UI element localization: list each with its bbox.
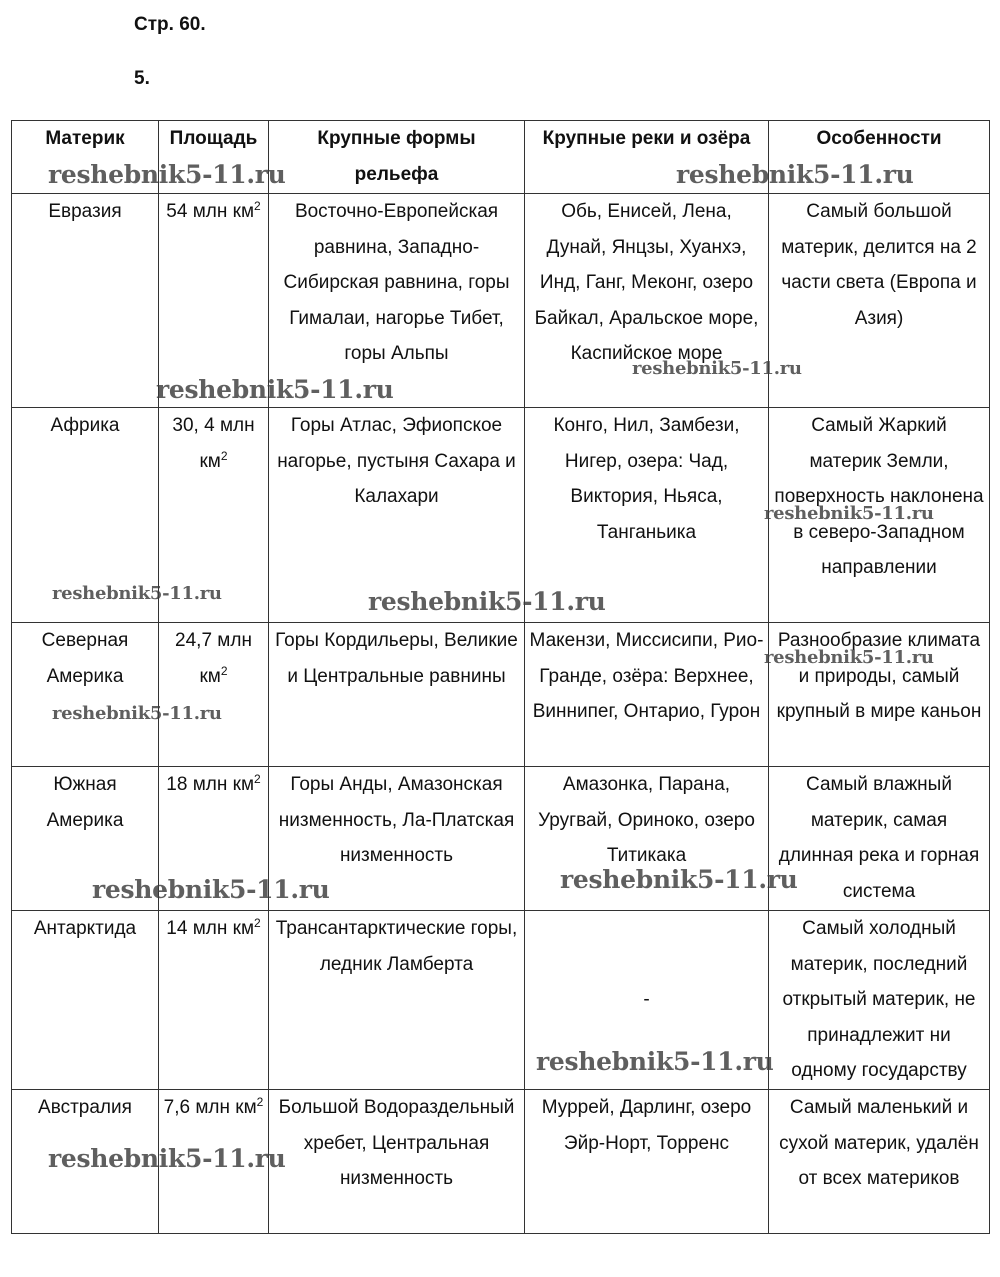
area-unit-exponent: 2 bbox=[256, 1095, 264, 1109]
area-value: 18 млн км bbox=[166, 774, 255, 795]
cell-continent: Австралия bbox=[12, 1090, 159, 1234]
area-value: 24,7 млн км bbox=[175, 630, 252, 687]
watermark: reshebnik5-11.ru bbox=[92, 875, 330, 904]
cell-waters: Амазонка, Парана, Уругвай, Ориноко, озеро Титикака bbox=[525, 767, 769, 911]
area-unit-exponent: 2 bbox=[220, 663, 228, 678]
cell-features: Самый большой материк, делится на 2 части света (Европа и Азия) bbox=[769, 194, 990, 408]
area-value: 30, 4 млн км bbox=[172, 415, 255, 472]
continents-table bbox=[11, 120, 990, 1234]
area-unit-exponent: 2 bbox=[220, 448, 228, 463]
watermark: reshebnik5-11.ru bbox=[536, 1047, 774, 1076]
cell-relief: Горы Атлас, Эфиопское нагорье, пустыня Сахара и Калахари bbox=[269, 408, 525, 623]
area-unit-exponent: 2 bbox=[254, 199, 261, 213]
area-unit-exponent: 2 bbox=[254, 772, 261, 786]
cell-relief: Горы Кордильеры, Великие и Центральные равнины bbox=[269, 623, 525, 767]
cell-area bbox=[159, 911, 269, 1090]
table-row bbox=[12, 623, 990, 767]
column-header-features: Особенности bbox=[769, 121, 990, 194]
cell-area bbox=[159, 1090, 269, 1234]
cell-waters: Конго, Нил, Замбези, Нигер, озера: Чад, Виктория, Ньяса, Танганьика bbox=[525, 408, 769, 623]
cell-waters: Обь, Енисей, Лена, Дунай, Янцзы, Хуанхэ, Инд, Ганг, Меконг, озеро Байкал, Аральское море, Каспийское море bbox=[525, 194, 769, 408]
cell-area bbox=[159, 194, 269, 408]
watermark: reshebnik5-11.ru bbox=[632, 358, 802, 379]
cell-continent: Африка bbox=[12, 408, 159, 623]
cell-features: Разнообразие климата и природы, самый крупный в мире каньон bbox=[769, 623, 990, 767]
cell-area bbox=[159, 767, 269, 911]
cell-continent: Антарктида bbox=[12, 911, 159, 1090]
cell-area bbox=[159, 623, 269, 767]
table-row bbox=[12, 408, 990, 623]
table-row bbox=[12, 1090, 990, 1234]
area-value: 54 млн км bbox=[166, 201, 255, 222]
table-row bbox=[12, 194, 990, 408]
cell-relief: Горы Анды, Амазонская низменность, Ла-Платская низменность bbox=[269, 767, 525, 911]
cell-relief: Трансантарктические горы, ледник Ламберта bbox=[269, 911, 525, 1090]
column-header-relief: Крупные формы рельефа bbox=[269, 121, 525, 194]
task-number: 5. bbox=[134, 68, 150, 89]
watermark: reshebnik5-11.ru bbox=[368, 587, 606, 616]
area-unit-exponent: 2 bbox=[254, 916, 261, 930]
cell-features: Самый Жаркий материк Земли, поверхность наклонена в северо-Западном направлении bbox=[769, 408, 990, 623]
watermark: reshebnik5-11.ru bbox=[52, 703, 222, 724]
watermark: reshebnik5-11.ru bbox=[48, 160, 286, 189]
table-row bbox=[12, 767, 990, 911]
watermark: reshebnik5-11.ru bbox=[156, 375, 394, 404]
watermark: reshebnik5-11.ru bbox=[764, 503, 934, 524]
table-header-row bbox=[12, 121, 990, 194]
cell-area bbox=[159, 408, 269, 623]
cell-relief: Восточно-Европейская равнина, Западно-Сибирская равнина, горы Гималаи, нагорье Тибет, горы Альпы bbox=[269, 194, 525, 408]
watermark: reshebnik5-11.ru bbox=[52, 583, 222, 604]
table-row bbox=[12, 911, 990, 1090]
cell-continent: Евразия bbox=[12, 194, 159, 408]
cell-relief: Большой Водораздельный хребет, Центральная низменность bbox=[269, 1090, 525, 1234]
area-value: 14 млн км bbox=[166, 918, 255, 939]
cell-waters: - bbox=[525, 911, 769, 1090]
area-value: 7,6 млн км bbox=[163, 1097, 257, 1118]
cell-continent: Северная Америка bbox=[12, 623, 159, 767]
watermark: reshebnik5-11.ru bbox=[48, 1144, 286, 1173]
cell-features: Самый влажный материк, самая длинная река и горная система bbox=[769, 767, 990, 911]
cell-continent: Южная Америка bbox=[12, 767, 159, 911]
cell-waters: Макензи, Миссисипи, Рио-Гранде, озёра: Верхнее, Виннипег, Онтарио, Гурон bbox=[525, 623, 769, 767]
watermark: reshebnik5-11.ru bbox=[560, 865, 798, 894]
cell-features: Самый холодный материк, последний открытый материк, не принадлежит ни одному государству bbox=[769, 911, 990, 1090]
cell-features: Самый маленький и сухой материк, удалён от всех материков bbox=[769, 1090, 990, 1234]
cell-waters: Муррей, Дарлинг, озеро Эйр-Норт, Торренс bbox=[525, 1090, 769, 1234]
column-header-area: Площадь bbox=[159, 121, 269, 194]
watermark: reshebnik5-11.ru bbox=[764, 647, 934, 668]
page-reference: Стр. 60. bbox=[134, 14, 206, 35]
watermark: reshebnik5-11.ru bbox=[676, 160, 914, 189]
column-header-continent: Материк bbox=[12, 121, 159, 194]
column-header-waters: Крупные реки и озёра bbox=[525, 121, 769, 194]
